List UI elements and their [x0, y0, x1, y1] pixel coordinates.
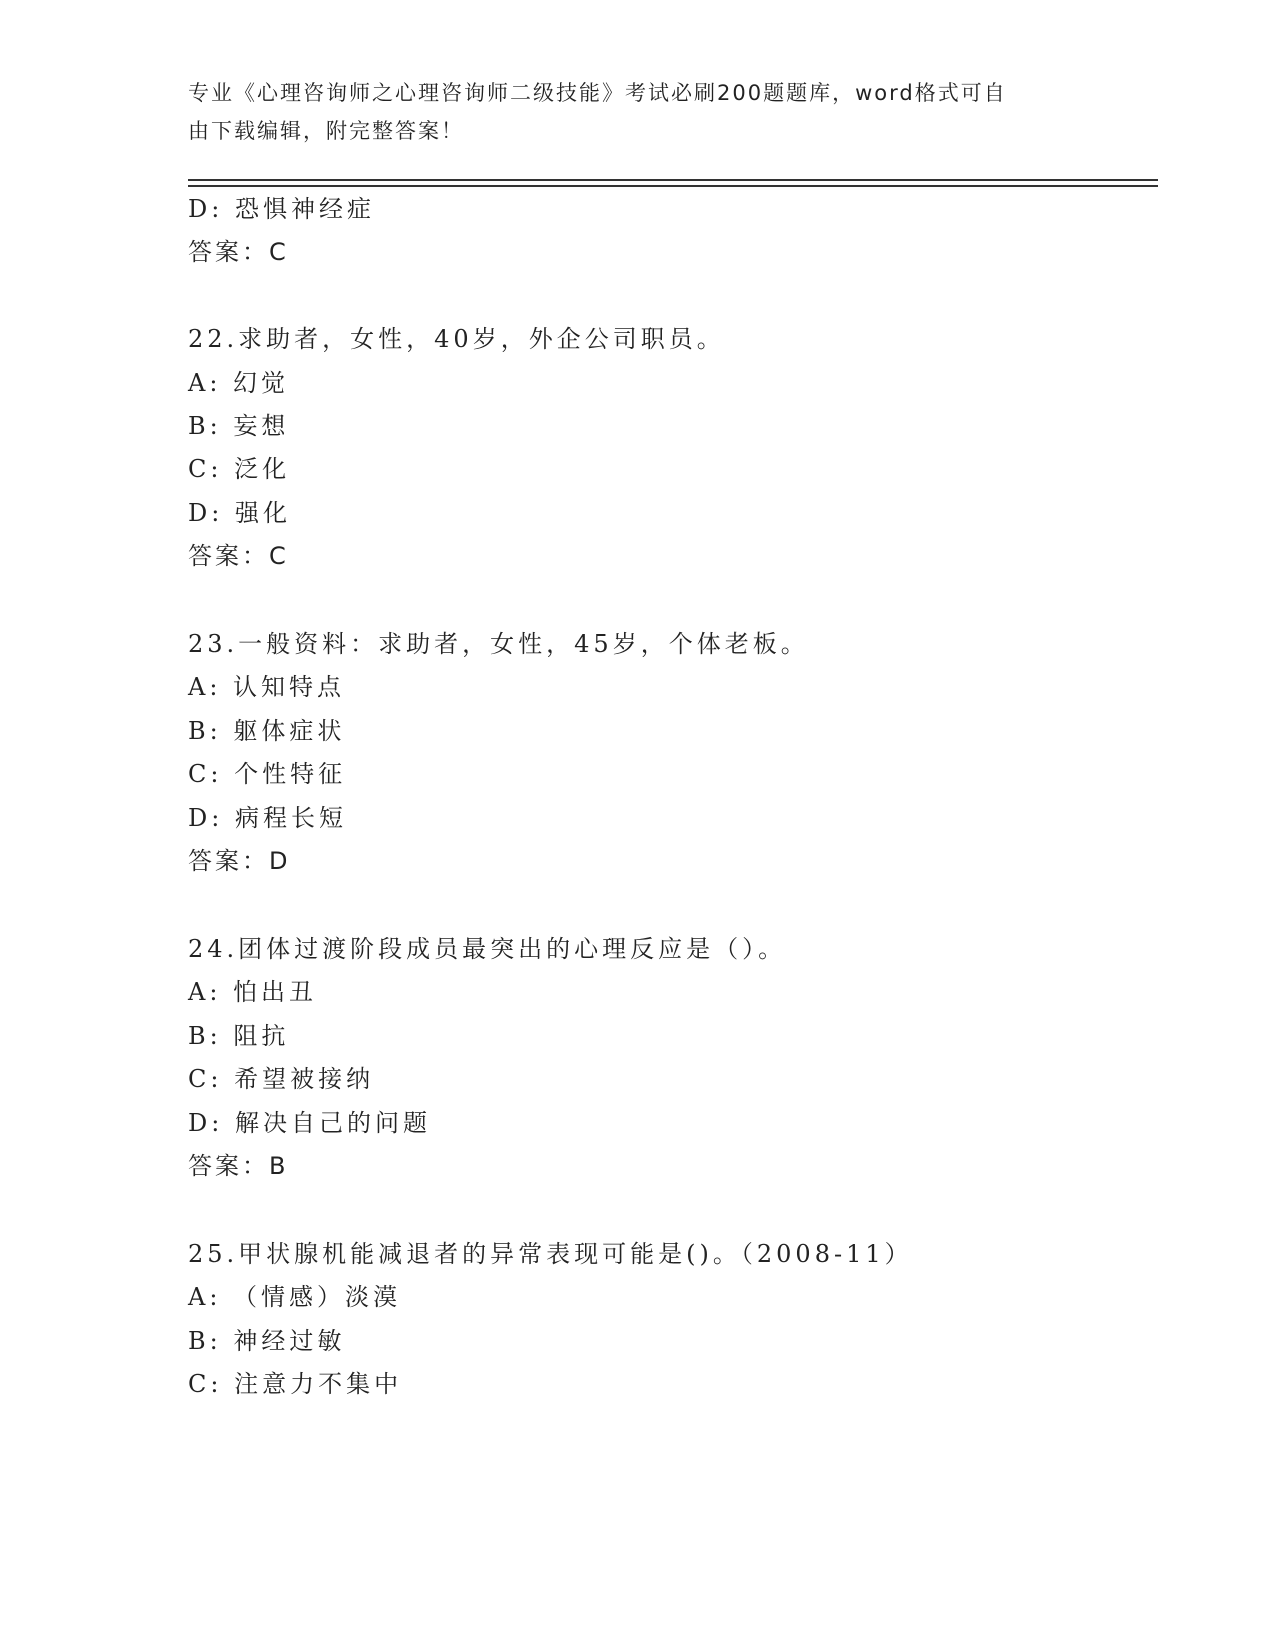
q25-option-c: C: 注意力不集中 — [188, 1370, 403, 1398]
q24-option-a: A: 怕出丑 — [188, 978, 318, 1006]
q25-option-b: B: 神经过敏 — [188, 1327, 346, 1355]
q24-answer: 答案：B — [188, 1152, 289, 1180]
q22-option-b: B: 妄想 — [188, 412, 290, 440]
q21-answer: 答案：C — [188, 238, 289, 266]
q21-option-d: D: 恐惧神经症 — [188, 195, 375, 223]
q23-option-a: A: 认知特点 — [188, 673, 346, 701]
header-line-1: 专业《心理咨询师之心理咨询师二级技能》考试必刷200题题库，word格式可自 — [188, 81, 1007, 105]
q22-option-a: A: 幻觉 — [188, 369, 290, 397]
q23-option-c: C: 个性特征 — [188, 760, 347, 788]
q24-option-c: C: 希望被接纳 — [188, 1065, 375, 1093]
q23-option-d: D: 病程长短 — [188, 804, 347, 832]
q24-option-b: B: 阻抗 — [188, 1022, 290, 1050]
q22-answer: 答案：C — [188, 542, 289, 570]
q22-stem: 22.求助者，女性，40岁，外企公司职员。 — [188, 325, 725, 353]
header-line-2: 由下载编辑，附完整答案！ — [188, 119, 464, 143]
q24-stem: 24.团体过渡阶段成员最突出的心理反应是（）。 — [188, 935, 787, 963]
q25-stem: 25.甲状腺机能减退者的异常表现可能是()。（2008-11） — [188, 1240, 913, 1268]
q24-option-d: D: 解决自己的问题 — [188, 1109, 431, 1137]
q23-option-b: B: 躯体症状 — [188, 717, 346, 745]
q22-option-d: D: 强化 — [188, 499, 291, 527]
document-header — [188, 74, 1068, 150]
header-divider-bottom — [188, 185, 1158, 187]
q23-answer: 答案：D — [188, 847, 291, 875]
q25-option-a: A: （情感）淡漠 — [188, 1283, 402, 1311]
header-divider-top — [188, 179, 1158, 181]
q22-option-c: C: 泛化 — [188, 455, 291, 483]
q23-stem: 23.一般资料：求助者，女性，45岁，个体老板。 — [188, 630, 809, 658]
